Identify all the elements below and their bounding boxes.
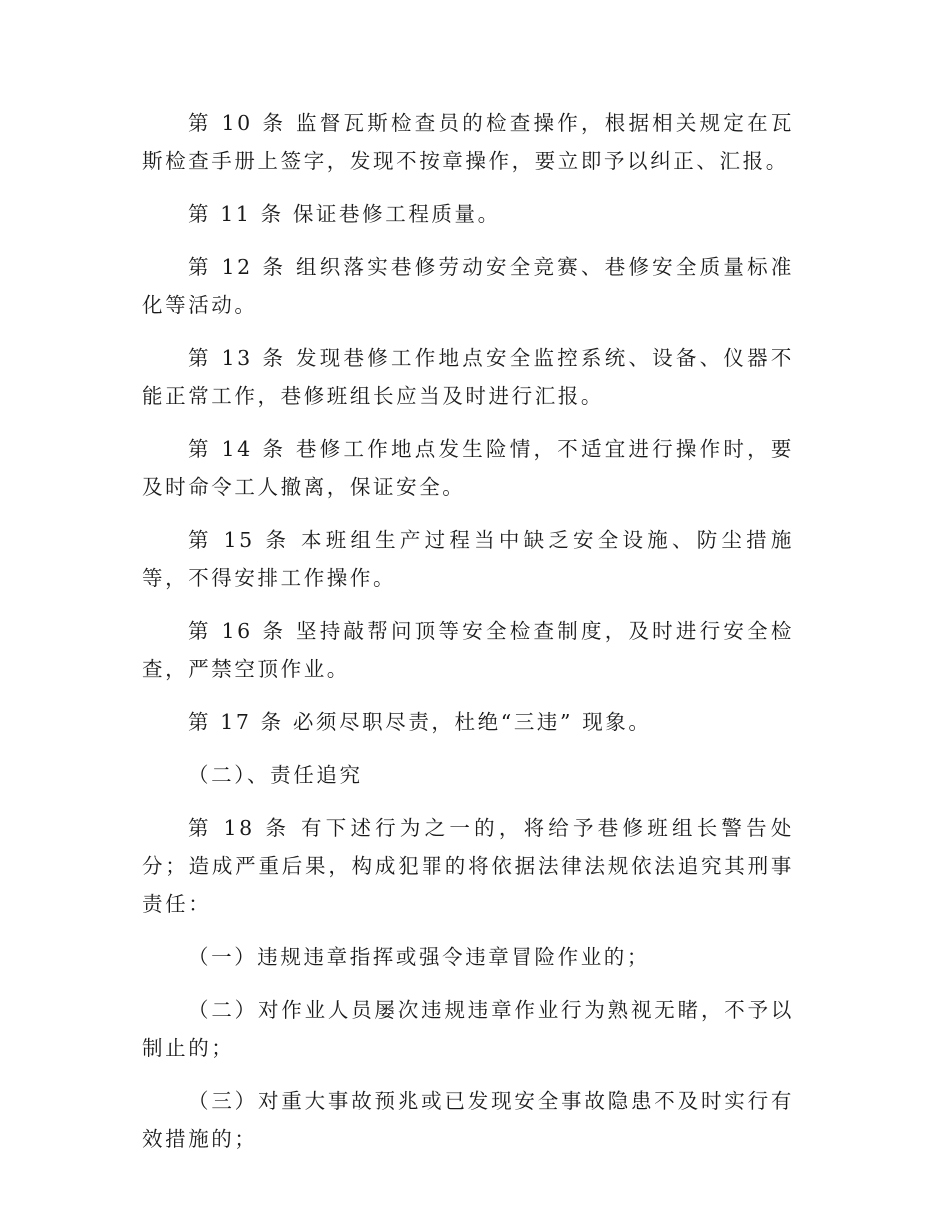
article-13: 第 13 条 发现巷修工作地点安全监控系统、设备、仪器不能正常工作，巷修班组长应当及时进行汇报。 — [142, 346, 794, 408]
article-11: 第 11 条 保证巷修工程质量。 — [188, 202, 501, 226]
list-item-1: （一）违规违章指挥或强令违章冒险作业的； — [188, 945, 650, 969]
article-10: 第 10 条 监督瓦斯检查员的检查操作，根据相关规定在瓦斯检查手册上签字，发现不按章操作，要立即予以纠正、汇报。 — [142, 111, 794, 173]
article-17: 第 17 条 必须尽职尽责，杜绝“三违” 现象。 — [188, 710, 652, 734]
list-item-2: （二）对作业人员屡次违规违章作业行为熟视无睹，不予以制止的； — [142, 998, 794, 1060]
list-item-3: （三）对重大事故预兆或已发现安全事故隐患不及时实行有效措施的； — [142, 1089, 794, 1151]
article-18: 第 18 条 有下述行为之一的，将给予巷修班组长警告处分；造成严重后果，构成犯罪的将依据法律法规依法追究其刑事责任： — [142, 816, 794, 916]
article-16: 第 16 条 坚持敲帮问顶等安全检查制度，及时进行安全检查，严禁空顶作业。 — [142, 619, 794, 681]
document-page — [142, 104, 794, 1173]
article-15: 第 15 条 本班组生产过程当中缺乏安全设施、防尘措施等，不得安排工作操作。 — [142, 528, 794, 590]
article-14: 第 14 条 巷修工作地点发生险情，不适宜进行操作时，要及时命令工人撤离，保证安全。 — [142, 437, 794, 499]
section-heading-responsibility: （二）、责任追究 — [188, 763, 363, 787]
article-12: 第 12 条 组织落实巷修劳动安全竞赛、巷修安全质量标准化等活动。 — [142, 255, 794, 317]
